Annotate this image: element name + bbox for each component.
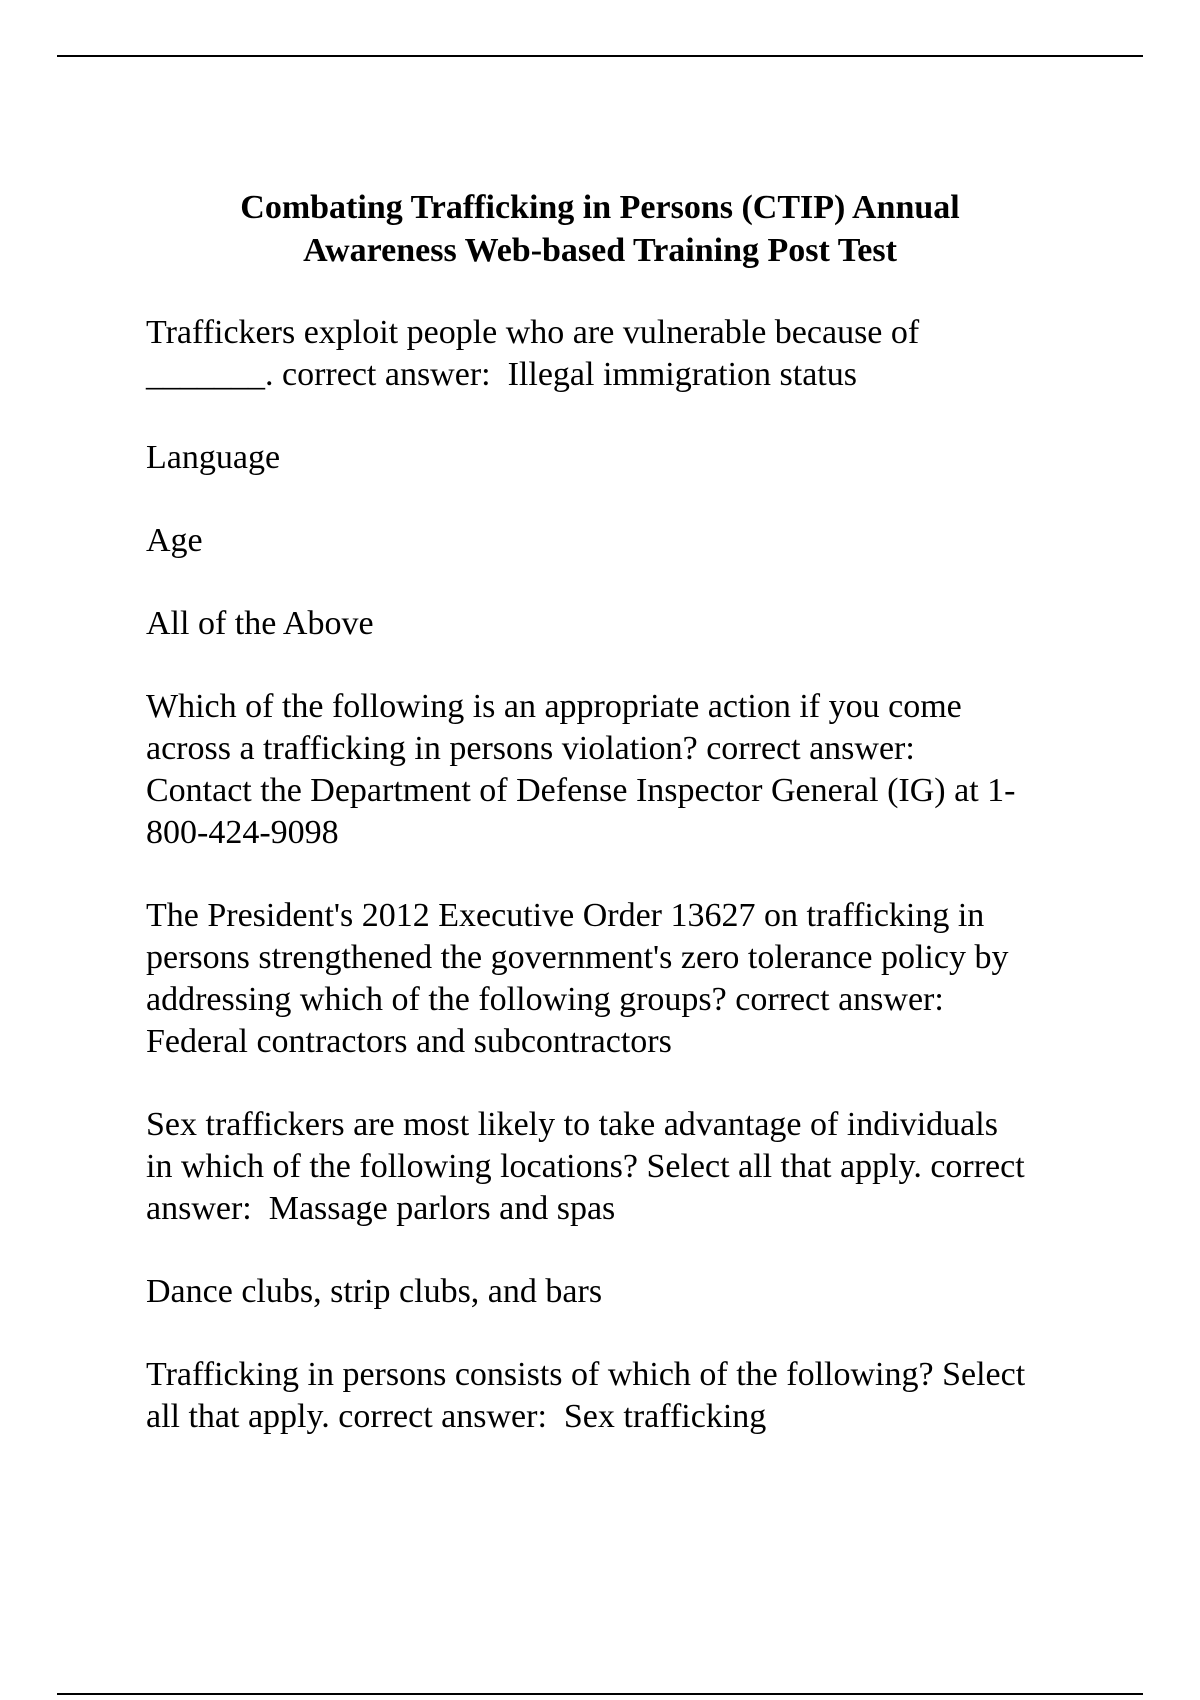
document-title (100, 186, 1100, 272)
text-line: Trafficking in persons consists of which of the following? Select (146, 1356, 1026, 1393)
answer-option (146, 520, 1106, 562)
text-line: across a trafficking in persons violation? correct answer: (146, 730, 915, 767)
text-line: Traffickers exploit people who are vulnerable because of (146, 314, 920, 351)
footer-rule (57, 1693, 1143, 1695)
question-paragraph (146, 1354, 1106, 1438)
text-line: Dance clubs, strip clubs, and bars (146, 1273, 603, 1310)
answer-option (146, 1271, 1106, 1313)
text-line: Sex traffickers are most likely to take advantage of individuals (146, 1106, 998, 1143)
text-line: The President's 2012 Executive Order 13627 on trafficking in (146, 897, 985, 934)
title-line: Combating Trafficking in Persons (CTIP) Annual (240, 189, 960, 226)
question-paragraph (146, 312, 1106, 396)
answer-option (146, 603, 1106, 645)
question-paragraph (146, 686, 1106, 854)
text-line: 800-424-9098 (146, 814, 339, 851)
question-paragraph (146, 1104, 1106, 1230)
text-line: all that apply. correct answer: Sex trafficking (146, 1398, 767, 1435)
text-line: in which of the following locations? Select all that apply. correct (146, 1148, 1025, 1185)
text-line: Language (146, 439, 281, 476)
text-line: Federal contractors and subcontractors (146, 1023, 672, 1060)
title-line: Awareness Web-based Training Post Test (303, 232, 897, 269)
question-paragraph (146, 895, 1106, 1063)
text-line: persons strengthened the government's zero tolerance policy by (146, 939, 1009, 976)
text-line: Which of the following is an appropriate action if you come (146, 688, 962, 725)
text-line: Age (146, 522, 203, 559)
answer-option (146, 437, 1106, 479)
text-line: answer: Massage parlors and spas (146, 1190, 616, 1227)
text-line: _______. correct answer: Illegal immigration status (146, 356, 857, 393)
text-line: All of the Above (146, 605, 374, 642)
text-line: addressing which of the following groups? correct answer: (146, 981, 944, 1018)
header-rule (57, 55, 1143, 57)
document-body (146, 312, 1106, 1479)
text-line: Contact the Department of Defense Inspector General (IG) at 1- (146, 772, 1016, 809)
